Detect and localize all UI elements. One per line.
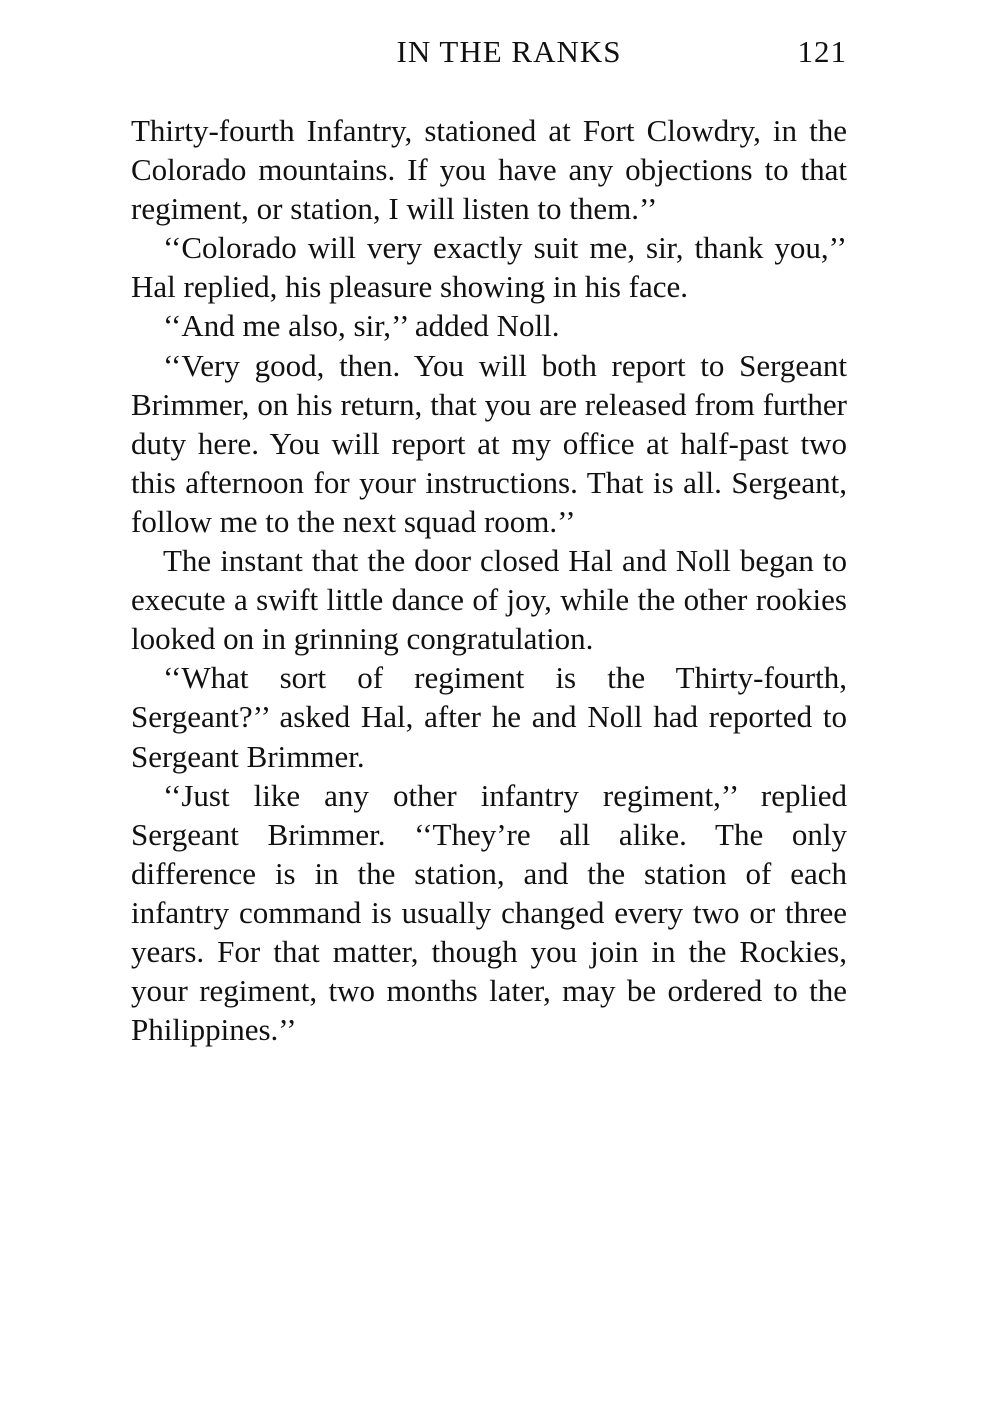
paragraph: ‘‘And me also, sir,’’ added Noll. (163, 308, 560, 344)
paragraph: ‘‘What sort of regiment is the Thirty-fourth, Sergeant?’’ asked Hal, after he and Noll had reported to Sergeant Brimmer. (131, 660, 847, 774)
paragraph-continued: Thirty-fourth Infantry, stationed at Fort Clowdry, in the Colorado mountains. If you have any objections to that regiment, or station, I will listen to them.’’ (131, 113, 847, 227)
paragraph: The instant that the door closed Hal and Noll began to execute a swift little dance of joy, while the other rookies looked on in grinning congratulation. (131, 543, 847, 657)
page-number: 121 (797, 34, 847, 69)
paragraph: ‘‘Very good, then. You will both report to Sergeant Brimmer, on his return, that you are released from further duty here. You will report at my office at half-past two this afternoon for your instructions. That is all. Sergeant, follow me to the next squad room.’’ (131, 347, 847, 539)
paragraph: ‘‘Just like any other infantry regiment,’’ replied Sergeant Brimmer. ‘‘They’re all alike. The only difference is in the station, and the station of each infantry command is usually changed every two or three years. For that matter, though you join in the Rockies, your regiment, two months later, may be ordered to the Philippines.’’ (131, 777, 847, 1048)
running-header (131, 30, 847, 74)
running-title: IN THE RANKS (396, 34, 622, 69)
body-text (131, 111, 847, 1049)
paragraph: ‘‘Colorado will very exactly suit me, sir, thank you,’’ Hal replied, his pleasure showing in his face. (131, 230, 847, 305)
